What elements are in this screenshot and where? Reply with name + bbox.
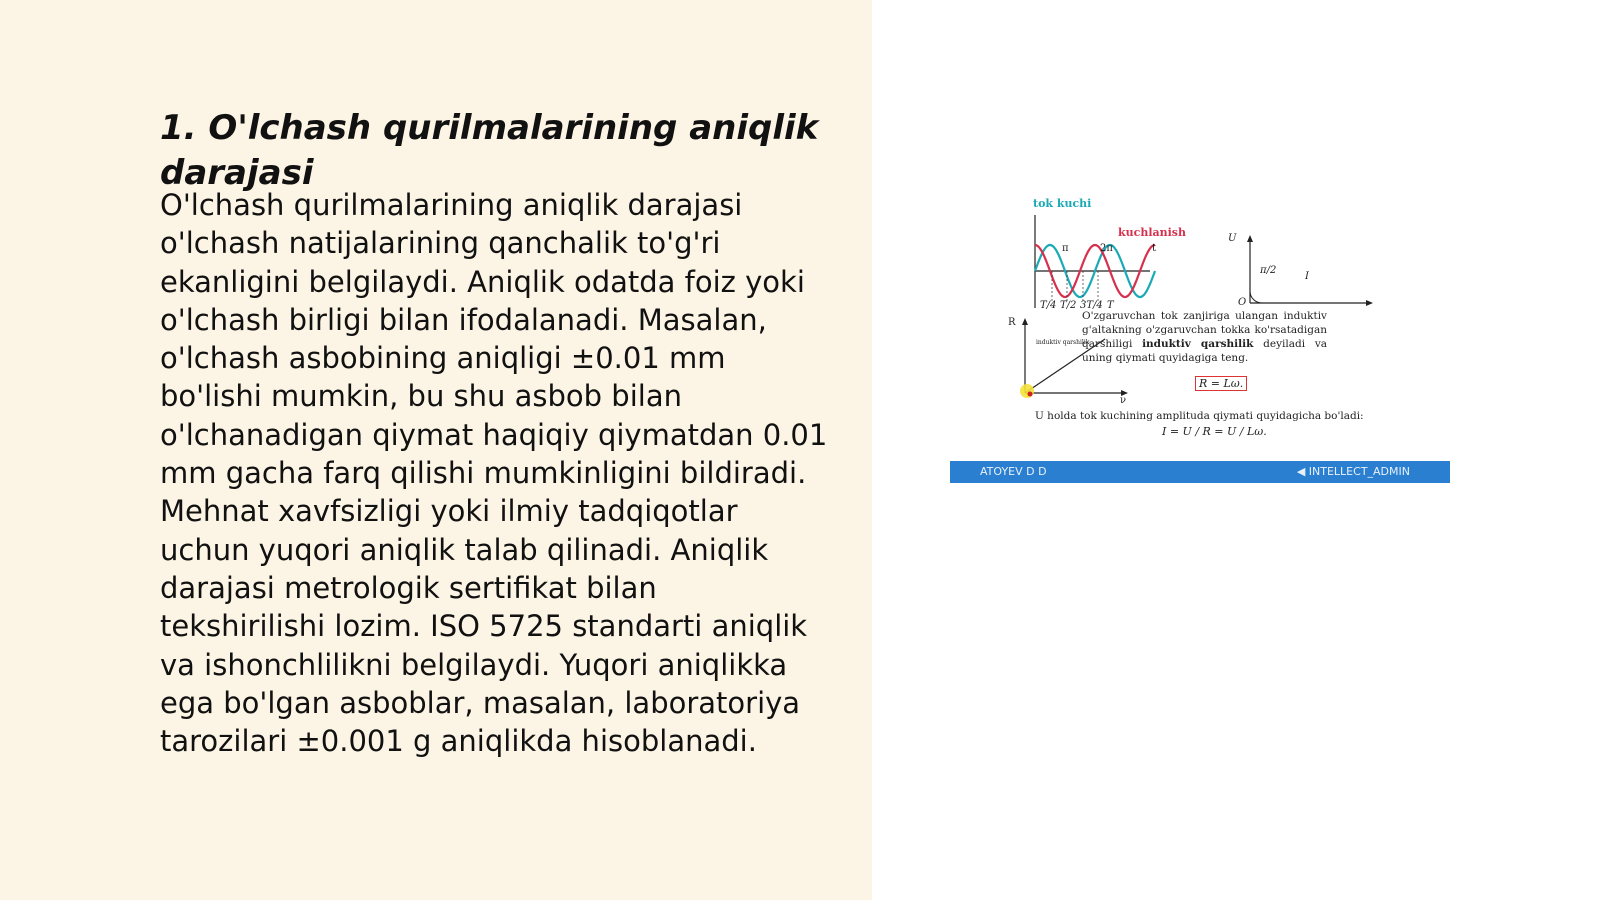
current-label: tok kuchi bbox=[1033, 197, 1092, 210]
slide-body: O'lchash qurilmalarining aniqlik darajasi o'lchash natijalarining qanchalik to'g'ri ekanligini belgilaydi. Aniqlik odatda foiz yoki o'lchash birligi bilan ifodalanadi. Masalan, o'lchash asbobining aniqligi ±0.01 mm bo'lishi mumkin, bu shu asbob bilan o'lchanadigan qiymat haqiqiy qiymatdan 0.01 mm gacha farq qilishi mumkinligini bildiradi. Mehnat xavfsizligi yoki ilmiy tadqiqotlar uchun yuqori aniqlik talab qilinadi. Aniqlik darajasi metrologik sertifikat bilan tekshirilishi lozim. ISO 5725 standarti aniqlik va ishonchlilikni belgilaydi. Yuqori aniqlikka ega bo'lgan asboblar, masalan, laboratoriya tarozilari ±0.001 g aniqlikda hisoblanadi. bbox=[160, 188, 828, 759]
voltage-label: kuchlanish bbox=[1118, 226, 1186, 239]
um-label: U bbox=[1228, 233, 1237, 244]
cursor-dot bbox=[1028, 392, 1033, 397]
tick-label: 3T/4 bbox=[1080, 300, 1103, 311]
caption-bold: induktiv qarshilik bbox=[1142, 338, 1254, 350]
physics-figure bbox=[950, 193, 1450, 483]
im-label: I bbox=[1305, 271, 1309, 282]
figure-note: U holda tok kuchining amplituda qiymati quyidagicha bo'ladi: bbox=[1035, 410, 1364, 422]
cursor-highlight bbox=[1020, 384, 1034, 398]
figure-caption bbox=[1082, 309, 1327, 365]
pi-label: π bbox=[1062, 243, 1069, 254]
channel-label: ◀ INTELLECT_ADMIN bbox=[1296, 465, 1410, 478]
tick-label: T/2 bbox=[1060, 300, 1077, 311]
two-pi-label: 2π bbox=[1100, 243, 1113, 254]
rl-line-label: induktiv qarshilik bbox=[1036, 339, 1090, 346]
tick-label: T/4 bbox=[1040, 300, 1057, 311]
tick-label: T bbox=[1107, 300, 1114, 311]
video-caption-bar bbox=[950, 461, 1450, 483]
boxed-formula: R = Lω. bbox=[1195, 376, 1247, 391]
caption-pre: O'zgaruvchan tok zanjiriga ulangan induktiv g'altakning o'zgaruvchan tokka ko'rsatadigan qarshiligi bbox=[1082, 310, 1327, 350]
author-label: ATOYEV D D bbox=[980, 465, 1047, 478]
half-pi-label: π/2 bbox=[1260, 265, 1277, 276]
caption-post: deyiladi va uning qiymati quyidagiga teng. bbox=[1082, 338, 1328, 364]
slide-title: 1. O'lchash qurilmalarining aniqlik darajasi bbox=[160, 108, 819, 193]
rl-x-label: ν bbox=[1120, 395, 1127, 406]
rl-y-label: R bbox=[1008, 317, 1016, 328]
t-axis-label: t bbox=[1152, 243, 1157, 254]
amplitude-equation: I = U / R = U / Lω. bbox=[1162, 425, 1267, 438]
origin-label: O bbox=[1238, 297, 1247, 308]
